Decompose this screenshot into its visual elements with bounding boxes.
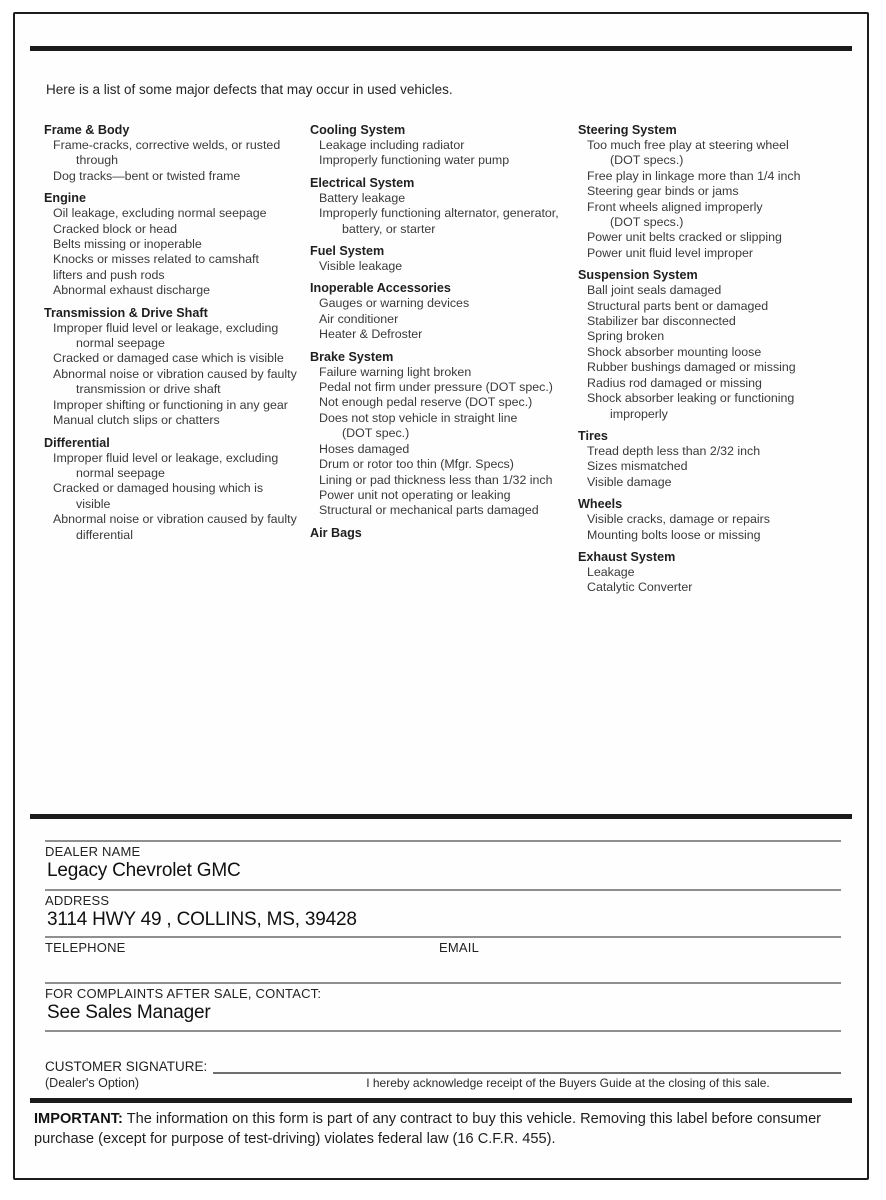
defect-item-line: Drum or rotor too thin (Mfgr. Specs) [319,457,514,472]
complaints-value: See Sales Manager [47,1002,211,1023]
defect-item-line: Free play in linkage more than 1/4 inch [587,168,801,183]
defect-item-line: Not enough pedal reserve (DOT spec.) [319,395,533,410]
defect-item-line: Air conditioner [319,311,399,326]
important-label: IMPORTANT: [34,1111,123,1127]
defect-item-line: Tread depth less than 2/32 inch [587,443,761,458]
defect-section-heading: Transmission & Drive Shaft [44,305,208,320]
defect-item-line: Mounting bolts loose or missing [587,527,761,542]
address-row [45,889,841,936]
defect-item-line: Leakage including radiator [319,138,465,152]
defect-section [44,435,310,543]
defect-section [310,349,578,519]
defect-section-heading: Air Bags [310,525,362,540]
defect-item-line: Improper fluid level or leakage, excluding [53,320,279,335]
defect-section-heading: Cooling System [310,123,406,137]
defect-section [578,122,853,261]
defect-item-line: Stabilizer bar disconnected [587,314,736,329]
defect-item-line: Rubber bushings damaged or missing [587,360,796,375]
defect-section-heading: Differential [44,435,110,450]
defect-item-line: Structural or mechanical parts damaged [319,503,539,518]
defect-item-line: Ball joint seals damaged [587,283,722,298]
defect-section [578,496,853,543]
defect-item-line: Cracked block or head [53,221,177,236]
defect-item-line: Visible cracks, damage or repairs [587,512,770,527]
defect-item-line: Visible damage [587,474,672,489]
complaints-row [45,982,841,1032]
defect-section [578,428,853,490]
email-label: EMAIL [439,940,480,955]
defect-item-line: Does not stop vehicle in straight line [319,410,518,425]
defect-item-line: Heater & Defroster [319,327,423,342]
defect-section [44,305,310,429]
defect-item-line: Power unit not operating or leaking [319,487,511,502]
defect-item-line: Manual clutch slips or chatters [53,413,220,428]
defect-item-line: Improper shifting or functioning in any gear [53,397,288,412]
defect-item-line: Knocks or misses related to camshaft [53,252,259,267]
intro-text: Here is a list of some major defects that may occur in used vehicles. [46,82,453,97]
customer-signature-line [213,1058,841,1074]
telephone-label: TELEPHONE [45,940,126,955]
defect-section-heading: Exhaust System [578,549,676,564]
defect-item-line: Power unit belts cracked or slipping [587,230,782,245]
defect-item-line: Lining or pad thickness less than 1/32 inch [319,472,553,487]
defect-section [310,525,578,541]
defect-item-line: Leakage [587,564,635,579]
defect-item-line: Battery leakage [319,190,406,205]
defect-item-line: lifters and push rods [53,267,165,282]
defect-item-line: Abnormal exhaust discharge [53,283,211,298]
defect-item-line: Catalytic Converter [587,580,693,595]
defect-section-heading: Steering System [578,123,677,137]
defect-section [310,280,578,342]
address-label: ADDRESS [45,893,110,908]
dealer-name-value: Legacy Chevrolet GMC [47,860,241,881]
defect-section-heading: Engine [44,191,86,206]
defect-item-line: improperly [610,406,668,421]
defect-item-line: battery, or starter [342,221,436,236]
defect-item-line: Oil leakage, excluding normal seepage [53,206,267,221]
defect-item-line: (DOT spec.) [342,426,410,441]
defect-item-line: Abnormal noise or vibration caused by faulty [53,512,297,527]
complaints-label: FOR COMPLAINTS AFTER SALE, CONTACT: [45,986,322,1001]
defect-column-3 [578,118,853,602]
defect-item-line: Cracked or damaged case which is visible [53,351,284,366]
bottom-divider-bar [30,1098,852,1103]
defect-item-line: differential [76,527,133,542]
defect-item-line: Spring broken [587,329,665,344]
defect-section [578,267,853,422]
defect-section-heading: Tires [578,428,608,443]
defect-item-line: Dog tracks—bent or twisted frame [53,168,241,183]
customer-signature-label: CUSTOMER SIGNATURE: [45,1059,208,1074]
defect-item-line: Power unit fluid level improper [587,245,753,260]
defect-section-heading: Frame & Body [44,123,130,137]
defect-section-heading: Inoperable Accessories [310,281,451,296]
defect-item-line: normal seepage [76,465,165,480]
defect-item-line: normal seepage [76,336,165,351]
middle-divider-bar [30,814,852,819]
defect-section-heading: Fuel System [310,244,385,259]
signature-block [45,1058,841,1090]
defect-section [310,175,578,237]
defect-item-line: Shock absorber leaking or functioning [587,391,795,406]
defect-item-line: Improper fluid level or leakage, excluding [53,450,279,465]
defect-section [578,549,853,596]
defect-section-heading: Suspension System [578,268,698,283]
defect-section [310,243,578,274]
defect-item-line: Belts missing or inoperable [53,237,202,252]
telephone-email-row [45,936,841,980]
defect-item-line: Sizes mismatched [587,459,688,474]
important-text: The information on this form is part of any contract to buy this vehicle. Removing this label before consumer purchase (except for purpose of test-driving) violates federal law (16 C.F.R. 455). [34,1111,822,1147]
defect-item-line: Shock absorber mounting loose [587,344,762,359]
defect-item-line: Cracked or damaged housing which is [53,481,264,496]
defect-item-line: Radius rod damaged or missing [587,375,762,390]
dealer-info-section [45,840,841,1090]
defect-item-line: Frame-cracks, corrective welds, or rusted [53,138,281,152]
acknowledgment-text: I hereby acknowledge receipt of the Buyers Guide at the closing of this sale. [366,1076,770,1090]
important-notice [34,1110,848,1149]
defect-section-heading: Wheels [578,497,623,512]
defect-section [44,122,310,184]
defect-item-line: Hoses damaged [319,441,410,456]
defect-item-line: Steering gear binds or jams [587,184,739,199]
dealers-option-note: (Dealer's Option) [45,1076,140,1090]
defect-column-2 [310,118,578,602]
defect-item-line: (DOT specs.) [610,153,684,168]
defect-item-line: Failure warning light broken [319,364,472,379]
defect-section-heading: Electrical System [310,175,415,190]
defect-section [44,190,310,298]
defect-column-1 [44,118,310,602]
defect-item-line: through [76,153,119,168]
buyers-guide-back-page [13,12,869,1180]
defect-section-heading: Brake System [310,349,394,364]
defect-list-columns [44,118,853,602]
defect-item-line: Too much free play at steering wheel [587,138,789,152]
defect-item-line: Visible leakage [319,259,403,274]
defect-section [310,122,578,169]
defect-item-line: Front wheels aligned improperly [587,199,763,214]
defect-item-line: Structural parts bent or damaged [587,298,769,313]
defect-item-line: Gauges or warning devices [319,296,470,311]
top-divider-bar [30,46,852,51]
dealer-name-row [45,840,841,889]
defect-item-line: (DOT specs.) [610,215,684,230]
defect-item-line: Improperly functioning water pump [319,153,510,168]
dealer-name-label: DEALER NAME [45,844,141,859]
address-value: 3114 HWY 49 , COLLINS, MS, 39428 [47,909,357,930]
defect-item-line: Pedal not firm under pressure (DOT spec.) [319,380,553,395]
defect-item-line: Abnormal noise or vibration caused by faulty [53,366,297,381]
defect-item-line: transmission or drive shaft [76,382,221,397]
defect-item-line: Improperly functioning alternator, generator, [319,206,559,221]
defect-item-line: visible [76,496,111,511]
